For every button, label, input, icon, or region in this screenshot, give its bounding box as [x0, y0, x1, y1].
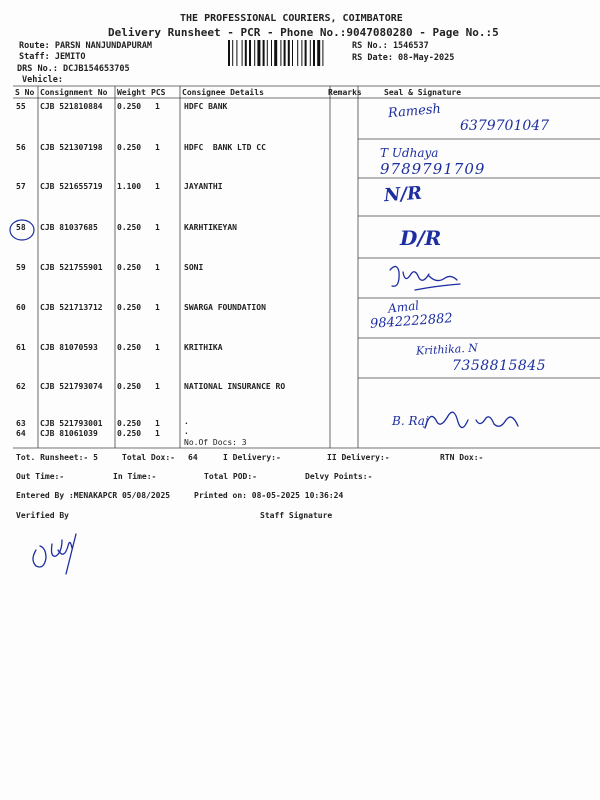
row-pcs: 1 — [155, 343, 160, 352]
handwritten-phone-61: 7358815845 — [452, 358, 547, 374]
total-dox-label: Total Dox:- — [122, 453, 175, 462]
row-pcs: 1 — [155, 223, 160, 232]
row-pcs: 1 — [155, 263, 160, 272]
row-sno: 56 — [16, 143, 26, 152]
row-weight: 0.250 — [117, 419, 142, 428]
col-remarks: Remarks — [328, 88, 362, 97]
verifier-signature — [28, 530, 98, 575]
col-sno: S No — [15, 88, 35, 97]
rs-date: RS Date: 08-May-2025 — [352, 53, 455, 63]
rs-number: RS No.: 1546537 — [352, 41, 429, 51]
row-pcs: 1 — [155, 419, 160, 428]
row-weight: 0.250 — [117, 343, 142, 352]
staff: Staff: JEMITO — [19, 52, 86, 62]
handwritten-phone-56: 9789791709 — [380, 160, 486, 178]
handwritten-name-63: B. Raj — [392, 414, 429, 428]
row-cno: CJB 521755901 — [40, 263, 103, 272]
row-cno: CJB 81070593 — [40, 343, 98, 352]
vehicle: Vehicle: — [22, 75, 63, 85]
row-weight: 0.250 — [117, 263, 142, 272]
row-pcs: 1 — [155, 102, 160, 111]
handwritten-name-55: Ramesh — [387, 101, 442, 122]
row-weight: 0.250 — [117, 382, 142, 391]
row-consignee: JAYANTHI — [184, 182, 223, 191]
handwritten-name-56: T Udhaya — [380, 146, 439, 160]
handwritten-name-61: Krithika. N — [415, 341, 479, 358]
row-sno: 63 — [16, 419, 26, 428]
row-cno: CJB 521810884 — [40, 102, 103, 111]
row-weight: 0.250 — [117, 102, 142, 111]
out-time: Out Time:- — [16, 472, 65, 481]
signature-63 — [420, 400, 530, 440]
handwritten-phone-55: 6379701047 — [460, 118, 550, 134]
delvy-points: Delvy Points:- — [305, 472, 373, 481]
printed-on: Printed on: 08-05-2025 10:36:24 — [194, 491, 344, 500]
i-delivery: I Delivery:- — [223, 453, 281, 462]
col-seal: Seal & Signature — [384, 88, 462, 97]
row-weight: 0.250 — [117, 223, 142, 232]
signature-59 — [385, 260, 475, 294]
no-of-docs: No.Of Docs: 3 — [184, 438, 247, 447]
handwritten-remark-57: N/R — [383, 182, 423, 207]
row-consignee: . — [184, 427, 189, 436]
row-cno: CJB 81037685 — [40, 223, 98, 232]
row-pcs: 1 — [155, 182, 160, 191]
runsheet-title: Delivery Runsheet - PCR - Phone No.:9047080280 - Page No.:5 — [108, 26, 499, 39]
row-sno: 61 — [16, 343, 26, 352]
total-dox-value: 64 — [188, 453, 198, 462]
row-sno: 60 — [16, 303, 26, 312]
handwritten-name-60: Amal — [387, 298, 420, 316]
col-consignee: Consignee Details — [182, 88, 264, 97]
row-pcs: 1 — [155, 143, 160, 152]
staff-signature-label: Staff Signature — [260, 511, 333, 520]
row-sno: 57 — [16, 182, 26, 191]
row-consignee: KARHTIKEYAN — [184, 223, 237, 232]
row-cno: CJB 521793074 — [40, 382, 103, 391]
total-pod: Total POD:- — [204, 472, 257, 481]
row-sno: 55 — [16, 102, 26, 111]
row-weight: 1.100 — [117, 182, 142, 191]
col-weight: Weight — [117, 88, 146, 97]
row-sno: 59 — [16, 263, 26, 272]
row-sno: 64 — [16, 429, 26, 438]
col-consignment: Consignment No — [40, 88, 108, 97]
route: Route: PARSN NANJUNDAPURAM — [19, 41, 153, 51]
row-pcs: 1 — [155, 429, 160, 438]
row-pcs: 1 — [155, 382, 160, 391]
row-consignee: HDFC BANK LTD CC — [184, 143, 266, 152]
entered-by: Entered By :MENAKAPCR 05/08/2025 — [16, 491, 171, 500]
drs-number: DRS No.: DCJB154653705 — [17, 64, 130, 74]
tot-runsheet: Tot. Runsheet:- 5 — [16, 453, 98, 462]
row-weight: 0.250 — [117, 143, 142, 152]
row-weight: 0.250 — [117, 429, 142, 438]
row-cno: CJB 81061039 — [40, 429, 98, 438]
row-sno: 62 — [16, 382, 26, 391]
in-time: In Time:- — [113, 472, 157, 481]
row-consignee: NATIONAL INSURANCE RO — [184, 382, 286, 391]
row-cno: CJB 521655719 — [40, 182, 103, 191]
handwritten-remark-58: D/R — [400, 226, 442, 250]
row-consignee: . — [184, 417, 189, 426]
row-cno: CJB 521793001 — [40, 419, 103, 428]
row-pcs: 1 — [155, 303, 160, 312]
row-consignee: SWARGA FOUNDATION — [184, 303, 266, 312]
row-consignee: KRITHIKA — [184, 343, 223, 352]
row-consignee: HDFC BANK — [184, 102, 228, 111]
ii-delivery: II Delivery:- — [327, 453, 390, 462]
rtn-dox: RTN Dox:- — [440, 453, 484, 462]
company-name: THE PROFESSIONAL COURIERS, COIMBATORE — [180, 13, 403, 24]
verified-by: Verified By — [16, 511, 69, 520]
col-pcs: PCS — [151, 88, 166, 97]
row-sno: 58 — [16, 223, 26, 232]
row-weight: 0.250 — [117, 303, 142, 312]
row-cno: CJB 521307198 — [40, 143, 103, 152]
row-consignee: SONI — [184, 263, 204, 272]
row-cno: CJB 521713712 — [40, 303, 103, 312]
handwritten-phone-60: 9842222882 — [369, 311, 454, 332]
